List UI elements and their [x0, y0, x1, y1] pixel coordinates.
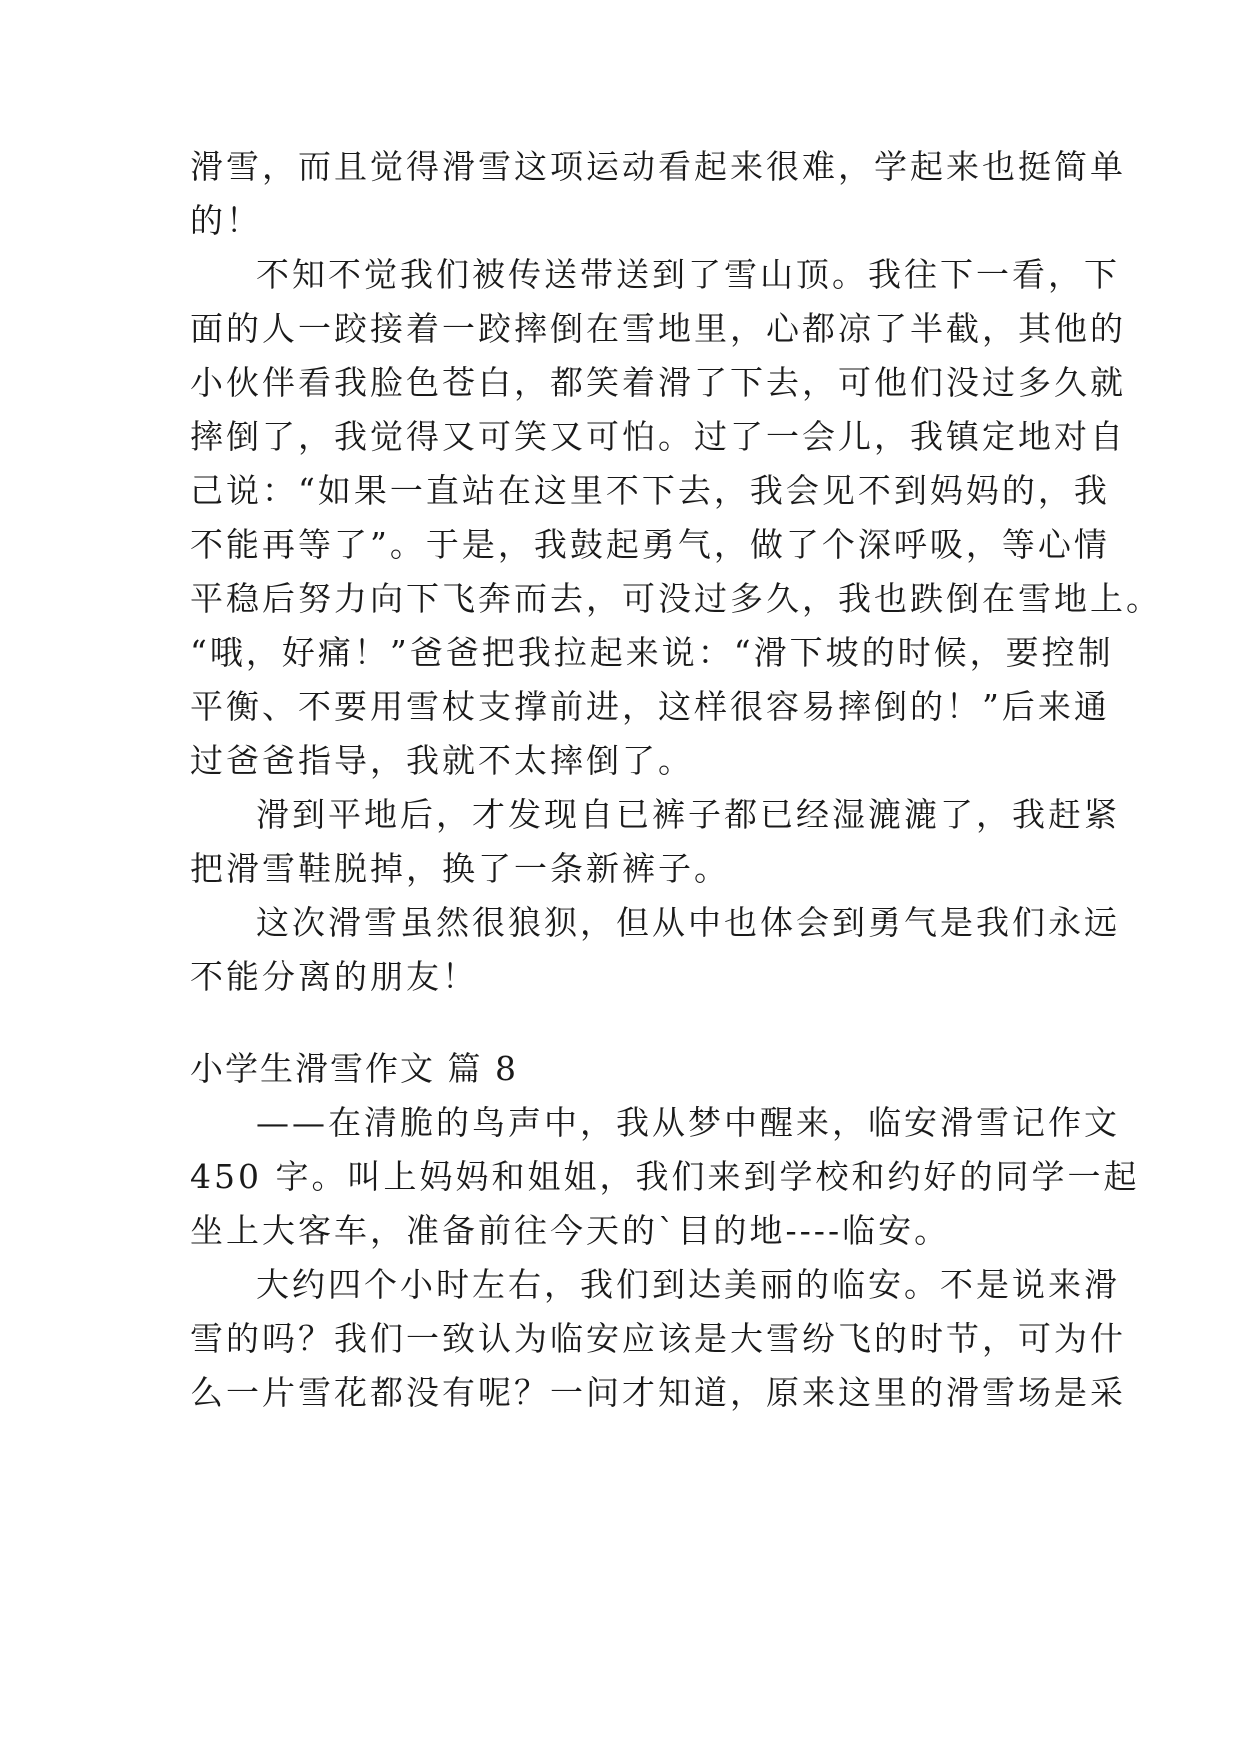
paragraph-line: 平稳后努力向下飞奔而去，可没过多久，我也跌倒在雪地上。: [190, 579, 1162, 618]
paragraph-line: 把滑雪鞋脱掉，换了一条新裤子。: [190, 849, 730, 888]
paragraph-line: 小伙伴看我脸色苍白，都笑着滑了下去，可他们没过多久就: [190, 363, 1126, 402]
paragraph-line: 滑到平地后，才发现自已裤子都已经湿漉漉了，我赶紧: [256, 795, 1120, 834]
paragraph-line: 坐上大客车，准备前往今天的`目的地----临安。: [190, 1211, 951, 1250]
paragraph-line: 过爸爸指导，我就不太摔倒了。: [190, 741, 694, 780]
paragraph-line: 面的人一跤接着一跤摔倒在雪地里，心都凉了半截，其他的: [190, 309, 1126, 348]
paragraph-line: 平衡、不要用雪杖支撑前进，这样很容易摔倒的！”后来通: [190, 687, 1110, 726]
paragraph-line: 摔倒了，我觉得又可笑又可怕。过了一会儿，我镇定地对自: [190, 417, 1126, 456]
paragraph-line: ——在清脆的鸟声中，我从梦中醒来，临安滑雪记作文: [256, 1103, 1120, 1142]
paragraph-line: “哦，好痛！”爸爸把我拉起来说：“滑下坡的时候，要控制: [190, 633, 1114, 672]
paragraph-line: 滑雪，而且觉得滑雪这项运动看起来很难，学起来也挺简单: [190, 147, 1126, 186]
paragraph-line: 450 字。叫上妈妈和姐姐，我们来到学校和约好的同学一起: [190, 1157, 1140, 1196]
paragraph-line: 不知不觉我们被传送带送到了雪山顶。我往下一看，下: [256, 255, 1120, 294]
paragraph-line: 这次滑雪虽然很狼狈，但从中也体会到勇气是我们永远: [256, 903, 1120, 942]
paragraph-line: 的！: [190, 201, 262, 240]
paragraph-line: 己说：“如果一直站在这里不下去，我会见不到妈妈的，我: [190, 471, 1110, 510]
section-heading: 小学生滑雪作文 篇 8: [190, 1049, 518, 1088]
paragraph-line: 大约四个小时左右，我们到达美丽的临安。不是说来滑: [256, 1265, 1120, 1304]
paragraph-line: 么一片雪花都没有呢？一问才知道，原来这里的滑雪场是采: [190, 1373, 1126, 1412]
paragraph-line: 不能分离的朋友！: [190, 957, 478, 996]
paragraph-line: 不能再等了”。于是，我鼓起勇气，做了个深呼吸，等心情: [190, 525, 1110, 564]
paragraph-line: 雪的吗？我们一致认为临安应该是大雪纷飞的时节，可为什: [190, 1319, 1126, 1358]
